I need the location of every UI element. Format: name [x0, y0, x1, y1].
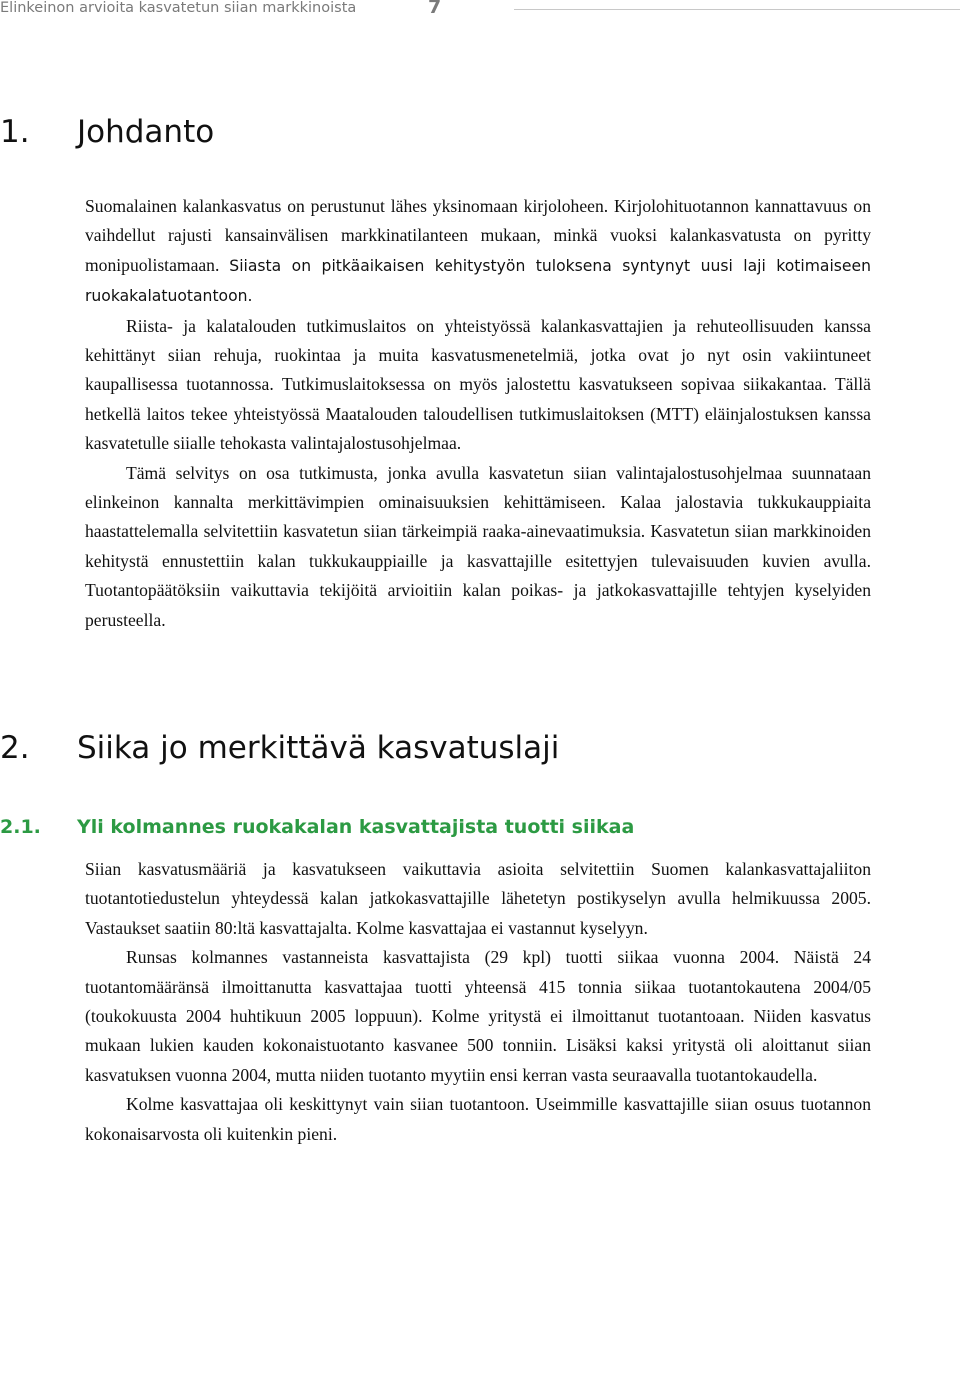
paragraph: [85, 192, 871, 312]
section-2-number: 2.: [0, 730, 30, 766]
header-rule: [514, 9, 960, 10]
section-2-1-title: Yli kolmannes ruokakalan kasvattajista tuotti siikaa: [77, 816, 635, 838]
section-1-number: 1.: [0, 114, 30, 150]
section-2-1-body: [85, 855, 871, 1149]
page-number: 7: [428, 0, 442, 18]
paragraph: Runsas kolmannes vastanneista kasvattajista (29 kpl) tuotti siikaa vuonna 2004. Näistä 24 tuotantomääränsä ilmoittanutta kasvattajaa tuotti yhteensä 415 tonnia siikaa tuotantokautena 2004/05 (toukokuusta 2004 huhtikuun 2005 loppuun). Kolme yritystä ei ilmoittanut tuotantoaan. Niiden kasvatus mukaan lukien kauden kokonaistuotanto kasvanee 500 tonniin. Lisäksi kaksi yritystä oli aloittanut siian kasvatuksen vuonna 2004, mutta niiden tuotanto myytiin ensi kerran vasta seuraavalla tuotantokaudella.: [85, 947, 871, 1085]
section-1-title: Johdanto: [77, 114, 215, 150]
paragraph: Tämä selvitys on osa tutkimusta, jonka avulla kasvatetun siian valintajalostusohjelmaa suunnataan elinkeinon kannalta merkittävimpien ominaisuuksien kehittämiseen. Kalaa jalostavia tukkukauppiaita haastattelemalla selvitettiin kasvatetun siian tärkeimpiä raaka-ainevaatimuksia. Kasvatetun siian markkinoiden kehitystä ennustettiin kalan tukkukauppiaille ja kasvattajille esitettyjen tulevaisuuden kuvien avulla. Tuotantopäätöksiin vaikuttavia tekijöitä arvioitiin kalan poikas- ja jatkokasvattajille tehtyjen kyselyiden perusteella.: [85, 462, 871, 630]
section-1-heading: [0, 112, 214, 152]
running-head: [0, 0, 960, 24]
section-2-1-number: 2.1.: [0, 816, 41, 838]
section-2-title: Siika jo merkittävä kasvatuslaji: [77, 730, 560, 766]
running-head-title: Elinkeinon arvioita kasvatetun siian markkinoista: [0, 0, 357, 16]
paragraph: Riista- ja kalatalouden tutkimuslaitos on yhteistyössä kalankasvattajien ja rehuteollisuuden kanssa kehittänyt siian rehuja, ruokintaa ja muita kasvatusmenetelmiä, jotka ovat jo nyt osin vakiintuneet kaupallisessa tuotannossa. Tutkimuslaitoksessa on myös jalostettu kasvatukseen sopivaa siikakantaa. Tällä hetkellä laitos tekee yhteistyössä Maatalouden taloudellisen tutkimuslaitoksen (MTT) eläinjalostuksen kanssa kasvatetulle siialle tehokasta valintajalostusohjelmaa.: [85, 315, 871, 454]
section-2-heading: [0, 728, 559, 768]
paragraph-text: Suomalainen kalankasvatus on perustunut lähes yksinomaan kirjoloheen. Kirjolohituotannon kannattavuus on vaihdellut rajusti kansainvälisen markkinatilanteen mukaan, minkä vuoksi kalankasvatusta on pyritty monipuolistamaan.: [85, 196, 871, 275]
section-2-1-heading: [0, 814, 634, 840]
section-1-body: [85, 192, 871, 635]
paragraph: Siian kasvatusmääriä ja kasvatukseen vaikuttavia asioita selvitettiin Suomen kalankasvattajaliiton tuotantotiedustelun yhteydessä kalan jatkokasvattajille lähetetyn postikyselyn avulla helmikuussa 2005. Vastaukset saatiin 80:ltä kasvattajalta. Kolme kasvattajaa ei vastannut kyselyyn.: [85, 859, 871, 938]
paragraph-text-sans: Siiasta on pitkäaikaisen kehitystyön tuloksena syntynyt uusi laji kotimaiseen ruokakalatuotantoon.: [85, 256, 871, 306]
paragraph: Kolme kasvattajaa oli keskittynyt vain siian tuotantoon. Useimmille kasvattajille siian osuus tuotannon kokonaisarvosta oli kuitenkin pieni.: [85, 1094, 871, 1144]
